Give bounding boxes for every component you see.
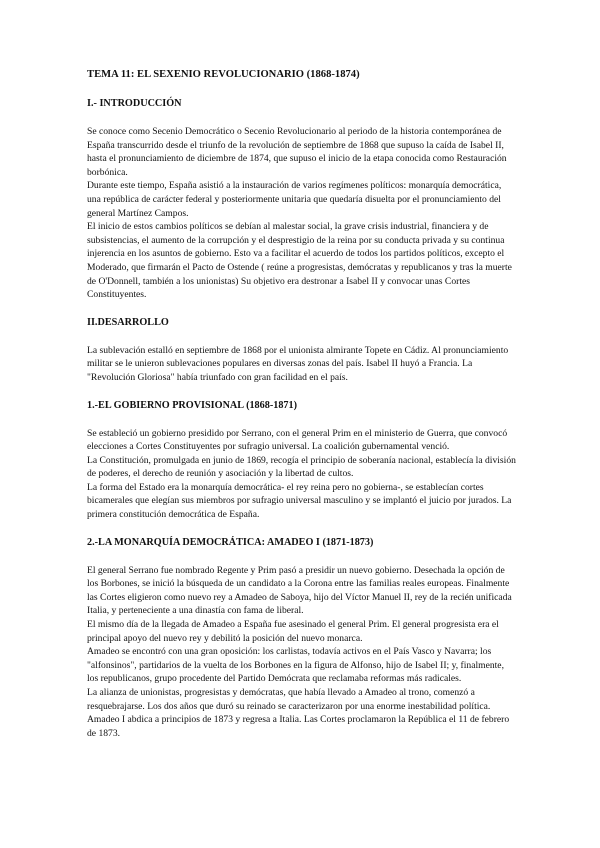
- document-page: [87, 68, 517, 754]
- paragraph: La alianza de unionistas, progresistas y demócratas, que había llevado a Amadeo al trono, comenzó a resquebrajarse. Los dos años que duró su reinado se caracterizaron por una enorme inestabilidad política. Amadeo I abdica a principios de 1873 y regresa a Italia. Las Cortes proclamaron la República el 11 de febrero de 1873.: [87, 687, 510, 739]
- paragraph: El general Serrano fue nombrado Regente y Prim pasó a presidir un nuevo gobierno. Desechada la opción de los Borbones, se inició la búsqueda de un candidato a la Corona entre las familias reales europeas. Finalmente las Cortes eligieron como nuevo rey a Amadeo de Saboya, hijo del Víctor Manuel II, rey de la recién unificada Italia, y perteneciente a una dinastía con fama de liberal.: [87, 564, 512, 617]
- section-heading-monarquia-democratica: 2.-LA MONARQUÍA DEMOCRÁTICA: AMADEO I (1871-1873): [87, 536, 374, 548]
- paragraph: Durante este tiempo, España asistió a la instauración de varios regímenes políticos: monarquía democrática, una república de carácter federal y posteriormente unitaria que quedaría disuelta por el pronunciamiento del general Martínez Campos.: [87, 180, 502, 219]
- paragraph: Amadeo se encontró con una gran oposición: los carlistas, todavía activos en el País Vasco y Navarra; los "alfonsinos", partidarios de la vuelta de los Borbones en la figura de Alfonso, hijo de Isabel II; y, finalmente, los republicanos, grupo procedente del Partido Demócrata que reclamaba reformas más radicales.: [87, 646, 504, 685]
- section-body-desarrollo: [87, 344, 517, 385]
- section-heading-gobierno-provisional: 1.-EL GOBIERNO PROVISIONAL (1868-1871): [87, 399, 297, 411]
- document-title: TEMA 11: EL SEXENIO REVOLUCIONARIO (1868-1874): [87, 69, 360, 80]
- section-body-monarquia-democratica: [87, 564, 517, 741]
- paragraph: La Constitución, promulgada en junio de 1869, recogía el principio de soberanía nacional, establecía la división de poderes, el derecho de reunión y asociación y la libertad de cultos.: [87, 454, 516, 480]
- section-body-gobierno-provisional: [87, 427, 517, 522]
- paragraph: El mismo día de la llegada de Amadeo a España fue asesinado el general Prim. El general progresista era el principal apoyo del nuevo rey y debilitó la posición del nuevo monarca.: [87, 619, 499, 644]
- section-heading-introduccion: I.- INTRODUCCIÓN: [87, 98, 182, 109]
- paragraph: Se conoce como Secenio Democrático o Secenio Revolucionario al periodo de la historia contemporánea de España transcurrido desde el triunfo de la revolución de septiembre de 1868 que supuso la caída de Isabel II, hasta el pronunciamiento de diciembre de 1874, que supuso el inicio de la etapa conocida como Restauración borbónica.: [87, 126, 507, 178]
- section-heading-desarrollo: II.DESARROLLO: [87, 316, 169, 328]
- paragraph: La sublevación estalló en septiembre de 1868 por el unionista almirante Topete en Cádiz. Al pronunciamiento militar se le unieron sublevaciones populares en diversas zonas del país. Isabel II huyó a Francia. La "Revolución Gloriosa" había triunfado con gran facilidad en el país.: [87, 344, 509, 383]
- paragraph: El inicio de estos cambios políticos se debían al malestar social, la grave crisis industrial, financiera y de subsistencias, el aumento de la corrupción y el desprestigio de la reina por su conducta privada y su continua injerencia en los asuntos de gobierno. Esto va a facilitar el acuerdo de todos los partidos políticos, excepto el Moderado, que firmarán el Pacto de Ostende ( reúne a progresistas, demócratas y republicanos y tras la muerte de O'Donnell, también a los unionistas) Su objetivo era destronar a Isabel II y convocar unas Cortes Constituyentes.: [87, 221, 512, 301]
- section-body-introduccion: [87, 125, 517, 302]
- paragraph: La forma del Estado era la monarquía democrática- el rey reina pero no gobierna-, se establecían cortes bicamerales que elegían sus miembros por sufragio universal masculino y se implantó el juicio por jurados. La primera constitución democrática de España.: [87, 481, 512, 521]
- paragraph: Se estableció un gobierno presidido por Serrano, con el general Prim en el ministerio de Guerra, que convocó elecciones a Cortes Constituyentes por sufragio universal. La coalición gubernamental venció.: [87, 427, 508, 453]
